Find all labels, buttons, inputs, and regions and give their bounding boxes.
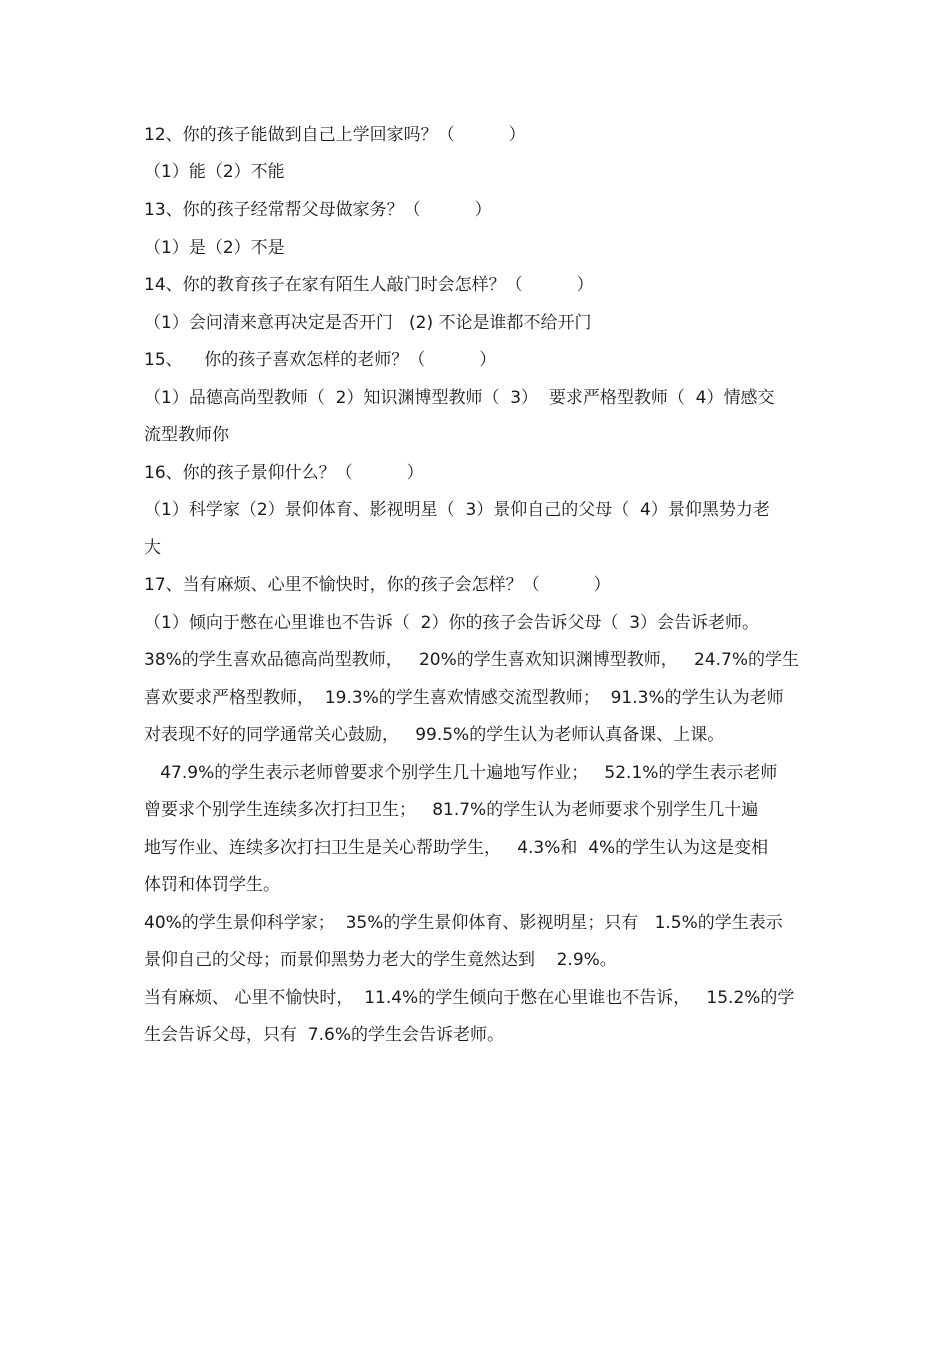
- results-paragraph-1-line-3: 对表现不好的同学通常关心鼓励， 99.5%的学生认为老师认真备课、上课。: [144, 725, 725, 745]
- question-17-options: （1）倾向于憋在心里谁也不告诉（ 2）你的孩子会告诉父母（ 3）会告诉老师。: [144, 613, 760, 633]
- results-paragraph-4-line-2: 生会告诉父母，只有 7.6%的学生会告诉老师。: [144, 1025, 504, 1045]
- question-14: 14、你的教育孩子在家有陌生人敲门时会怎样？（ ）: [144, 275, 594, 295]
- question-16-options: （1）科学家（2）景仰体育、影视明星（ 3）景仰自己的父母（ 4）景仰黑势力老: [144, 500, 770, 520]
- results-paragraph-1-line-2: 喜欢要求严格型教师， 19.3%的学生喜欢情感交流型教师； 91.3%的学生认为老师: [144, 688, 784, 708]
- question-15-options-cont: 流型教师你: [144, 425, 229, 445]
- results-paragraph-2: 47.9%的学生表示老师曾要求个别学生几十遍地写作业； 52.1%的学生表示老师: [144, 763, 778, 783]
- question-12-options: （1）能（2）不能: [144, 162, 285, 182]
- results-paragraph-4: 当有麻烦、 心里不愉快时， 11.4%的学生倾向于憋在心里谁也不告诉， 15.2%的学: [144, 988, 795, 1008]
- question-12: 12、你的孩子能做到自己上学回家吗？（ ）: [144, 125, 526, 145]
- results-paragraph-2-line-2: 曾要求个别学生连续多次打扫卫生； 81.7%的学生认为老师要求个别学生几十遍: [144, 800, 759, 820]
- question-14-options: （1）会问清来意再决定是否开门 (2) 不论是谁都不给开门: [144, 313, 592, 333]
- question-15-options: （1）品德高尚型教师（ 2）知识渊博型教师（ 3） 要求严格型教师（ 4）情感交: [144, 388, 775, 408]
- question-16: 16、你的孩子景仰什么？（ ）: [144, 463, 424, 483]
- question-13-options: （1）是（2）不是: [144, 238, 285, 258]
- results-paragraph-3-line-2: 景仰自己的父母；而景仰黑势力老大的学生竟然达到 2.9%。: [144, 950, 617, 970]
- question-17: 17、当有麻烦、心里不愉快时，你的孩子会怎样？（ ）: [144, 575, 611, 595]
- question-13: 13、你的孩子经常帮父母做家务？（ ）: [144, 200, 492, 220]
- results-paragraph-2-line-3: 地写作业、连续多次打扫卫生是关心帮助学生， 4.3%和 4%的学生认为这是变相: [144, 838, 769, 858]
- question-16-options-cont: 大: [144, 538, 161, 558]
- question-15: 15、 你的孩子喜欢怎样的老师？（ ）: [144, 350, 497, 370]
- results-paragraph-2-line-4: 体罚和体罚学生。: [144, 875, 280, 895]
- results-paragraph-1: 38%的学生喜欢品德高尚型教师， 20%的学生喜欢知识渊博型教师， 24.7%的学生: [144, 650, 799, 670]
- results-paragraph-3: 40%的学生景仰科学家； 35%的学生景仰体育、影视明星；只有 1.5%的学生表示: [144, 913, 783, 933]
